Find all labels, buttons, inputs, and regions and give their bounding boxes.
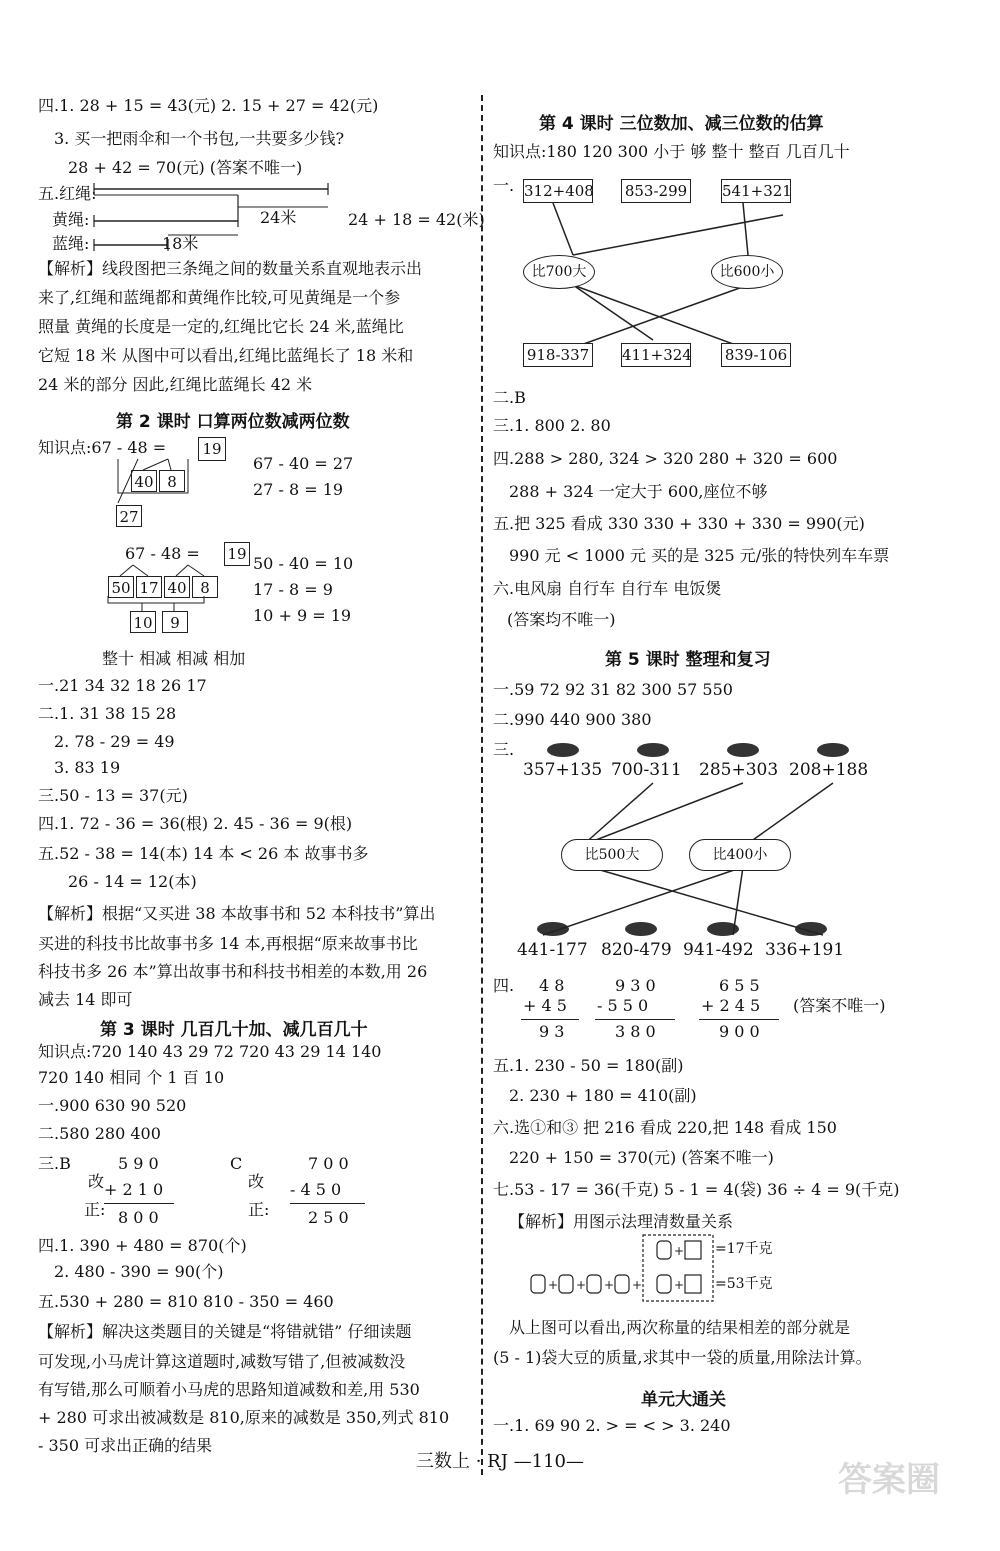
analysis-line: 【解析】线段图把三条绳之间的数量关系直观地表示出 (38, 259, 423, 278)
answer-line: 四. (493, 976, 515, 995)
analysis-line: 【解析】解决这类题目的关键是“将错就错” 仔细读题 (38, 1322, 412, 1341)
answer-line: (答案均不唯一) (507, 610, 616, 629)
svg-text:+: + (674, 1244, 685, 1258)
vertical-calc-row: + 4 5 (523, 996, 567, 1015)
expression-box: 839-106 (721, 343, 791, 367)
weight-label: =53千克 (715, 1276, 773, 1292)
knowledge-line: 知识点:720 140 43 29 72 720 43 29 14 140 (38, 1042, 382, 1061)
expression-box: 411+324 (621, 343, 691, 367)
answer-line: 一.900 630 90 520 (38, 1096, 187, 1115)
label: 正: (84, 1200, 106, 1219)
category-oval: 比600小 (711, 255, 783, 289)
answer-line: 六.电风扇 自行车 自行车 电饭煲 (493, 579, 722, 598)
answer-line: 蓝绳: (52, 234, 90, 253)
equation: 10 + 9 = 19 (253, 606, 352, 625)
category-oval: 比400小 (689, 839, 791, 871)
expression-box: 541+321 (721, 179, 791, 203)
analysis-line: 科技书多 26 本”算出故事书和科技书相差的本数,用 26 (38, 962, 428, 981)
vertical-calc-row: 5 9 0 (118, 1154, 159, 1173)
analysis-line: 从上图可以看出,两次称量的结果相差的部分就是 (509, 1318, 851, 1337)
expression: 285+303 (699, 760, 779, 780)
section-heading: 第 3 课时 几百几十加、减几百几十 (100, 1020, 368, 1040)
analysis-line: 24 米的部分 因此,红绳比蓝绳长 42 米 (38, 375, 313, 394)
analysis-line: - 350 可求出正确的结果 (38, 1436, 213, 1455)
analysis-line: 照量 黄绳的长度是一定的,红绳比它长 24 米,蓝绳比 (38, 317, 404, 336)
analysis-line: 它短 18 米 从图中可以看出,红绳比蓝绳长了 18 米和 (38, 346, 414, 365)
answer-line: 3. 83 19 (54, 758, 121, 777)
answer-line: 一.1. 69 90 2. > = < > 3. 240 (493, 1416, 731, 1435)
answer-line: 七.53 - 17 = 36(千克) 5 - 1 = 4(袋) 36 ÷ 4 = 9(千克) (493, 1180, 900, 1199)
expression: 336+191 (765, 940, 845, 960)
section-heading: 单元大通关 (641, 1390, 726, 1410)
section-heading: 第 5 课时 整理和复习 (605, 650, 771, 670)
answer-line: 一.21 34 32 18 26 17 (38, 676, 207, 695)
label: 改 (88, 1172, 105, 1191)
expression-box: 918-337 (523, 343, 593, 367)
vertical-calc-row: 9 3 0 (615, 976, 656, 995)
analysis-line: (5 - 1)袋大豆的质量,求其中一袋的质量,用除法计算。 (493, 1348, 872, 1367)
analysis-line: 可发现,小马虎计算这道题时,减数写错了,但被减数没 (38, 1352, 406, 1371)
watermark: 答案圈 (838, 1460, 940, 1500)
number-box: 27 (116, 505, 142, 527)
svg-text:+: + (674, 1278, 685, 1292)
answer-line: 四.1. 390 + 480 = 870(个) (38, 1236, 247, 1255)
number-box: 8 (192, 576, 218, 598)
section-heading: 第 2 课时 口算两位数减两位数 (116, 412, 350, 432)
vertical-calc-row: 7 0 0 (308, 1154, 349, 1173)
answer-line: 四.1. 72 - 36 = 36(根) 2. 45 - 36 = 9(根) (38, 814, 353, 833)
vertical-calc-row: 6 5 5 (719, 976, 760, 995)
knowledge-line: 整十 相减 相减 相加 (102, 649, 246, 668)
knowledge-line: 知识点:180 120 300 小于 够 整十 整百 几百几十 (493, 142, 850, 161)
answer-line: 三.50 - 13 = 37(元) (38, 786, 188, 805)
answer-line: 3. 买一把雨伞和一个书包,一共要多少钱? (54, 129, 345, 148)
category-oval: 比700大 (523, 255, 595, 289)
answer-line: 220 + 150 = 370(元) (答案不唯一) (509, 1148, 774, 1167)
section-heading: 第 4 课时 三位数加、减三位数的估算 (539, 114, 824, 134)
answer-line: 四.1. 28 + 15 = 43(元) 2. 15 + 27 = 42(元) (38, 96, 379, 115)
answer-box: 19 (198, 437, 226, 461)
equation: 67 - 40 = 27 (253, 454, 354, 473)
vertical-calc-row: 3 8 0 (615, 1022, 656, 1041)
vertical-calc-row: 8 0 0 (118, 1208, 159, 1227)
svg-text:+: + (548, 1278, 559, 1292)
bag-bucket-diagram (493, 95, 963, 1315)
note: (答案不唯一) (793, 996, 886, 1015)
expression: 441-177 (517, 940, 588, 960)
expression: 941-492 (683, 940, 754, 960)
number-box: 10 (130, 611, 156, 633)
answer-line: 28 + 42 = 70(元) (答案不唯一) (68, 158, 303, 177)
analysis-line: 买进的科技书比故事书多 14 本,再根据“原来故事书比 (38, 934, 418, 953)
answer-line: 二.580 280 400 (38, 1124, 161, 1143)
svg-text:+: + (604, 1278, 615, 1292)
answer-line: 五.把 325 看成 330 330 + 330 + 330 = 990(元) (493, 514, 865, 533)
split-diagram-2 (38, 95, 473, 645)
answer-line: 990 元 < 1000 元 买的是 325 元/张的特快列车车票 (509, 546, 890, 565)
svg-text:+: + (576, 1278, 587, 1292)
expression: 357+135 (523, 760, 603, 780)
label: C (230, 1154, 243, 1173)
vertical-calc-row: - 4 5 0 (290, 1180, 342, 1199)
vertical-calc-row: + 2 4 5 (701, 996, 761, 1015)
expression: 820-479 (601, 940, 672, 960)
knowledge-line: 720 140 相同 个 1 百 10 (38, 1068, 225, 1087)
answer-line: 五.1. 230 - 50 = 180(副) (493, 1056, 684, 1075)
answer-line: 五.52 - 38 = 14(本) 14 本 < 26 本 故事书多 (38, 844, 369, 863)
vertical-calc-row: 9 0 0 (719, 1022, 760, 1041)
segment-label: 24米 (260, 208, 297, 227)
number-box: 9 (162, 611, 188, 633)
answer-line: 六.选①和③ 把 216 看成 220,把 148 看成 150 (493, 1118, 837, 1137)
analysis-line: 有写错,那么可顺着小马虎的思路知道减数和差,用 530 (38, 1380, 420, 1399)
answer-line: 24 + 18 = 42(米) (348, 210, 485, 229)
answer-line: 288 + 324 一定大于 600,座位不够 (509, 482, 768, 501)
vertical-calc-row: 2 5 0 (308, 1208, 349, 1227)
column-divider (481, 95, 483, 1475)
svg-text:+: + (632, 1278, 643, 1292)
vertical-calc-row: - 5 5 0 (597, 996, 649, 1015)
calc-rule (104, 1203, 174, 1204)
label: 正: (248, 1200, 270, 1219)
answer-line: 五.530 + 280 = 810 810 - 350 = 460 (38, 1292, 334, 1311)
expression-box: 853-299 (621, 179, 691, 203)
answer-box: 19 (224, 542, 250, 566)
expression-box: 312+408 (523, 179, 593, 203)
answer-line: 二.1. 31 38 15 28 (38, 704, 177, 723)
equation: 17 - 8 = 9 (253, 580, 333, 599)
answer-line: 黄绳: (52, 210, 90, 229)
answer-line: 二.B (493, 388, 526, 407)
number-box: 17 (136, 576, 162, 598)
page-footer: 三数上 · RJ —110— (415, 1451, 584, 1472)
answer-line: 三.B (38, 1154, 71, 1173)
knowledge-line: 知识点:67 - 48 = (38, 438, 167, 457)
expression: 208+188 (789, 760, 869, 780)
knowledge-line: 67 - 48 = (125, 544, 200, 563)
calc-rule (290, 1203, 365, 1204)
analysis-line: 【解析】根据“又买进 38 本故事书和 52 本科技书”算出 (38, 904, 436, 923)
segment-label: 18米 (162, 234, 199, 253)
vertical-calc-row: 4 8 (539, 976, 565, 995)
answer-line: 四.288 > 280, 324 > 320 280 + 320 = 600 (493, 449, 838, 468)
number-box: 40 (131, 470, 157, 492)
answer-line: 一. (493, 176, 515, 195)
answer-line: 2. 78 - 29 = 49 (54, 732, 175, 751)
weight-label: =17千克 (715, 1241, 773, 1257)
category-oval: 比500大 (561, 839, 663, 871)
equation: 27 - 8 = 19 (253, 480, 344, 499)
vertical-calc-row: 9 3 (539, 1022, 565, 1041)
number-box: 40 (164, 576, 190, 598)
number-box: 8 (159, 470, 185, 492)
answer-line: 26 - 14 = 12(本) (68, 872, 197, 891)
analysis-line: + 280 可求出被减数是 810,原来的减数是 350,列式 810 (38, 1408, 450, 1427)
answer-line: 二.990 440 900 380 (493, 710, 652, 729)
answer-line: 三.1. 800 2. 80 (493, 416, 611, 435)
equation: 50 - 40 = 10 (253, 554, 354, 573)
answer-line: 2. 480 - 390 = 90(个) (54, 1262, 224, 1281)
analysis-line: 来了,红绳和蓝绳都和黄绳作比较,可见黄绳是一个参 (38, 288, 401, 307)
analysis-line: 减去 14 即可 (38, 990, 133, 1009)
number-box: 50 (108, 576, 134, 598)
vertical-calc-row: + 2 1 0 (104, 1180, 164, 1199)
analysis-line: 【解析】用图示法理清数量关系 (509, 1212, 734, 1231)
label: 改 (248, 1172, 265, 1191)
answer-line: 2. 230 + 180 = 410(副) (509, 1086, 697, 1105)
answer-line: 三. (493, 740, 515, 759)
answer-line: 五.红绳: (38, 184, 97, 203)
expression: 700-311 (611, 760, 682, 780)
answer-line: 一.59 72 92 31 82 300 57 550 (493, 680, 733, 699)
